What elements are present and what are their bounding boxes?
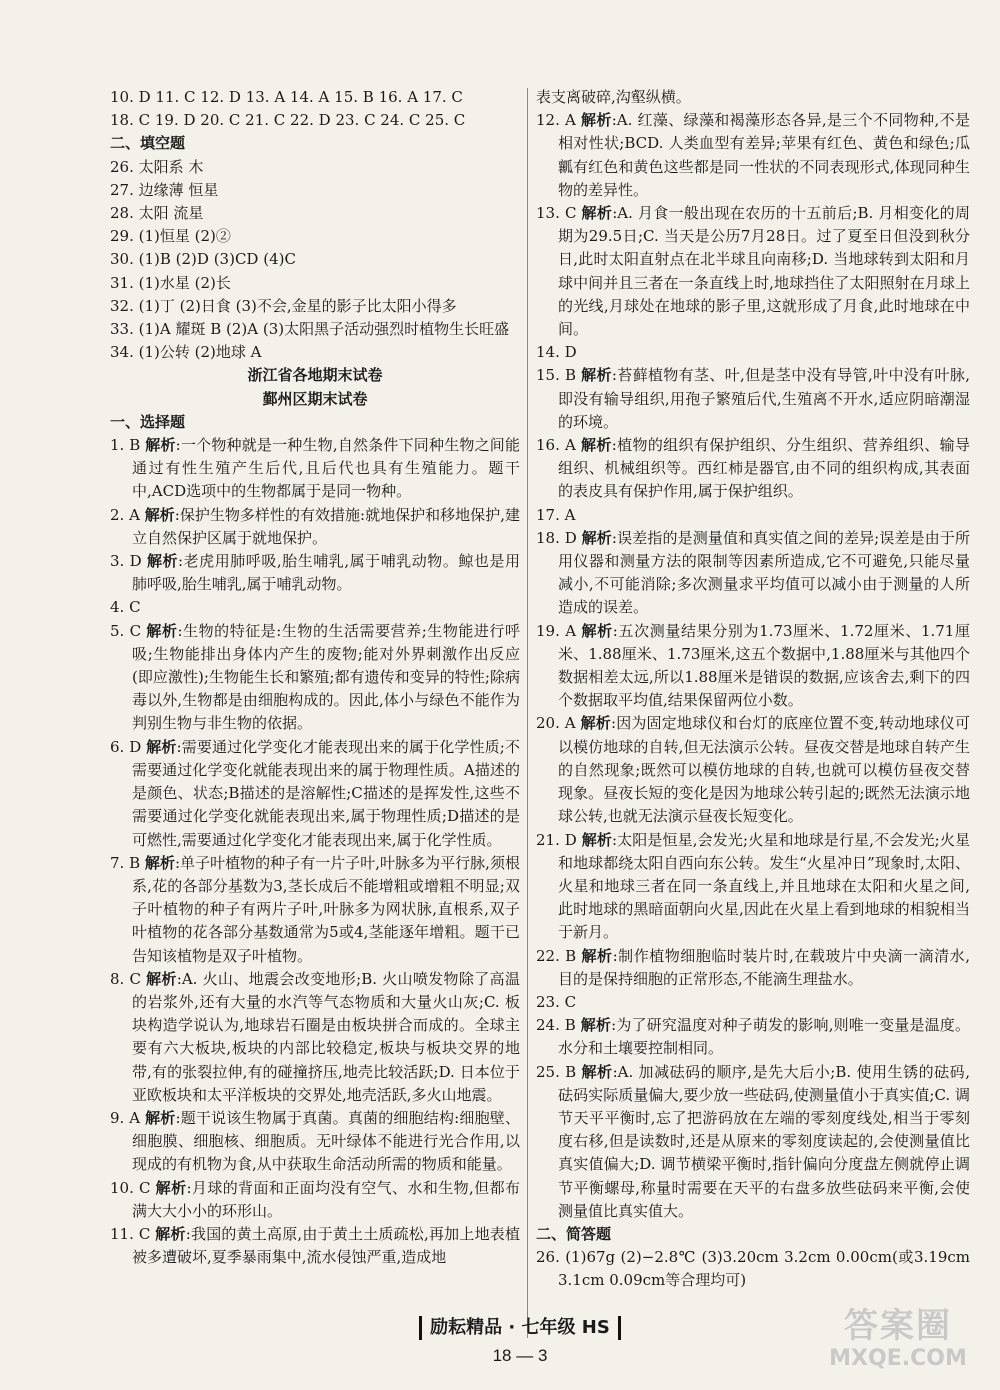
answer-line: 28. 太阳 流星: [110, 204, 204, 223]
answer-number: 7. B: [110, 853, 141, 872]
analysis-tag: 解析: [146, 621, 178, 640]
answer-line: 10. D 11. C 12. D 13. A 14. A 15. B 16. A 17. C: [110, 88, 463, 106]
analysis-tag: 解析: [581, 366, 612, 385]
analysis-tag: 解析: [146, 969, 177, 988]
analysis-tag: 解析: [581, 528, 612, 547]
answer-number: 20. A: [536, 714, 576, 733]
analysis-tag: 解析: [145, 1108, 176, 1127]
answer-item: 25. B 解析:A. 加减砝码的顺序,是先大后小;B. 使用生锈的砝码,砝码实际质量偏大,要少放一些砝码,使测量值小于真实值;C. 调节天平平衡时,忘了把游码放在左端的零刻度线处,相当于零刻度右移,但是读数时,还是从原来的零刻度读起的,会使测量值比真实值偏大;D. 调节横梁平衡时,指针偏向分度盘左侧就停止调节平衡螺母,称量时需要在天平的右盘多放些砝码来平衡,会使测量值比真实值大。: [536, 1062, 970, 1220]
answer-number: 12. A: [536, 111, 576, 130]
analysis-text: 题干说该生物属于真菌。真菌的细胞结构:细胞壁、细胞膜、细胞核、细胞质。无叶绿体不能进行光合作用,以现成的有机物为食,从中获取生命活动所需的物质和能量。: [132, 1108, 520, 1174]
answer-item: 12. A 解析:A. 红藻、绿藻和褐藻形态各异,是三个不同物种,不是相对性状;BCD. 人类血型有差异;苹果有红色、黄色和绿色;瓜瓤有红色和黄色这些都是同一性状的不同表现形式,体现同种生物的差异性。: [536, 111, 970, 199]
answer-line: 18. C 19. D 20. C 21. C 22. D 23. C 24. C 25. C: [110, 111, 466, 130]
answer-item: 7. B 解析:单子叶植物的种子有一片子叶,叶脉多为平行脉,须根系,花的各部分基数为3,茎长成后不能增粗或增粗不明显;双子叶植物的种子有两片子叶,叶脉多为网状脉,直根系,双子叶植物的花各部分基数通常为5或4,茎能逐年增粗。题干已告知该植物是双子叶植物。: [110, 853, 520, 965]
answer-line: 27. 边缘薄 恒星: [110, 180, 219, 199]
answer-item: 24. B 解析:为了研究温度对种子萌发的影响,则唯一变量是温度。水分和土壤要控制相同。: [536, 1016, 970, 1058]
answer-number: 2. A: [110, 505, 140, 524]
section-heading: 二、填空题: [110, 134, 186, 153]
analysis-tag: 解析: [144, 505, 175, 524]
analysis-tag: 解析: [580, 714, 611, 733]
analysis-text: 植物的组织有保护组织、分生组织、营养组织、输导组织、机械组织等。西红柿是器官,由不同的组织构成,其表面的表皮具有保护作用,属于保护组织。: [558, 436, 970, 501]
answer-line: 23. C: [536, 992, 577, 1011]
analysis-tag: 解析: [581, 946, 613, 965]
answer-number: 11. C: [110, 1224, 151, 1243]
column-divider: [527, 88, 528, 1338]
answer-item: 11. C 解析:我国的黄土高原,由于黄土土质疏松,再加上地表植被多遭破坏,夏季暴雨集中,流水侵蚀严重,造成地: [110, 1224, 520, 1267]
answer-item: 1. B 解析:一个物种就是一种生物,自然条件下同种生物之间能通过有性生殖产生后代,且后代也具有生殖能力。题干中,ACD选项中的生物都属于是同一物种。: [110, 436, 520, 501]
analysis-text: 生物的特征是:生物的生活需要营养;生物能进行呼吸;生物能排出身体内产生的废物;能对外界刺激作出反应(即应激性);生物能生长和繁殖;都有遗传和变异的特性;除病毒以外,生物都是由细胞构成的。因此,体小与绿色不能作为判别生物与非生物的依据。: [132, 621, 520, 733]
answer-line: 30. (1)B (2)D (3)CD (4)C: [110, 250, 296, 269]
answer-number: 3. D: [110, 552, 142, 571]
answer-line: 32. (1)丁 (2)日食 (3)不会,金星的影子比太阳小得多: [110, 296, 457, 315]
analysis-tag: 解析: [580, 111, 612, 130]
right-column: [536, 86, 970, 1293]
answer-item: 22. B 解析:制作植物细胞临时装片时,在载玻片中央滴一滴清水,目的是保持细胞的正常形态,不能滴生理盐水。: [536, 946, 970, 988]
answer-number: 16. A: [536, 436, 576, 455]
answer-item: 18. D 解析:误差指的是测量值和真实值之间的差异;误差是由于所用仪器和测量方法的限制等因素所造成,它不可避免,只能尽量减小,不可能消除;多次测量求平均值可以减小由于测量的人所造成的误差。: [536, 528, 970, 617]
analysis-text: 月球的背面和正面均没有空气、水和生物,但都布满大大小小的环形山。: [132, 1178, 520, 1220]
answer-line: 26. (1)67g (2)−2.8℃ (3)3.20cm 3.2cm 0.00cm(或3.19cm 3.1cm 0.09cm等合理均可): [536, 1248, 970, 1290]
exam-title: 鄞州区期末试卷: [262, 389, 368, 408]
analysis-tag: 解析: [146, 552, 179, 571]
answer-item: 19. A 解析:五次测量结果分别为1.73厘米、1.72厘米、1.71厘米、1.88厘米、1.73厘米,这五个数据中,1.88厘米与其他四个数据相差太远,所以1.88厘米是错误的数据,应该舍去,剩下的四个数据取平均值,结果保留两位小数。: [536, 621, 970, 710]
analysis-text: 一个物种就是一种生物,自然条件下同种生物之间能通过有性生殖产生后代,且后代也具有生殖能力。题干中,ACD选项中的生物都属于是同一物种。: [132, 436, 520, 501]
answer-line: 34. (1)公转 (2)地球 A: [110, 343, 262, 362]
analysis-tag: 解析: [146, 737, 177, 756]
analysis-text: 太阳是恒星,会发光;火星和地球是行星,不会发光;火星和地球都绕太阳自西向东公转。发生“火星冲日”现象时,太阳、火星和地球三者在同一条直线上,并且地球在太阳和火星之间,此时地球的黑暗面朝向火星,因此在火星上看到地球的相貌相当于新月。: [558, 830, 970, 942]
answer-number: 22. B: [536, 946, 577, 965]
section-heading: 二、简答题: [536, 1224, 612, 1243]
analysis-tag: 解析: [581, 830, 612, 849]
analysis-tag: 解析: [155, 1178, 187, 1197]
answer-line: 4. C: [110, 598, 141, 617]
answer-number: 10. C: [110, 1178, 151, 1197]
answer-line: 14. D: [536, 343, 577, 362]
answer-item: 10. C 解析:月球的背面和正面均没有空气、水和生物,但都布满大大小小的环形山。: [110, 1178, 520, 1220]
answer-number: 13. C: [536, 204, 577, 223]
analysis-text: 单子叶植物的种子有一片子叶,叶脉多为平行脉,须根系,花的各部分基数为3,茎长成后不能增粗或增粗不明显;双子叶植物的种子有两片子叶,叶脉多为网状脉,直根系,双子叶植物的花各部分基数通常为5或4,茎能逐年增粗。题干已告知该植物是双子叶植物。: [132, 853, 520, 965]
analysis-text: 苔藓植物有茎、叶,但是茎中没有导管,叶中没有叶脉,即没有输导组织,用孢子繁殖后代,生殖离不开水,适应阴暗潮湿的环境。: [558, 366, 970, 431]
answer-line: 表支离破碎,沟壑纵横。: [536, 88, 691, 106]
answer-number: 21. D: [536, 830, 577, 849]
watermark-logo: [818, 1306, 978, 1376]
analysis-text: 因为固定地球仪和台灯的底座位置不变,转动地球仪可以模仿地球的自转,但无法演示公转。昼夜交替是地球自转产生的自然现象;既然可以模仿地球的自转,也就可以模仿昼夜交替现象。昼夜长短的变化是因为地球公转引起的;既然无法演示地球公转,也就无法演示昼夜长短变化。: [558, 714, 970, 826]
analysis-text: A. 加减砝码的顺序,是先大后小;B. 使用生锈的砝码,砝码实际质量偏大,要少放一些砝码,使测量值小于真实值;C. 调节天平平衡时,忘了把游码放在左端的零刻度线处,相当于零刻度右移,但是读数时,还是从原来的零刻度读起的,会使测量值比真实值偏大;D. 调节横梁平衡时,指针偏向分度盘左侧就停止调节平衡螺母,称量时需要在天平的右盘多放些砝码来平衡,会使测量值比真实值大。: [558, 1062, 970, 1220]
answer-number: 1. B: [110, 436, 141, 455]
analysis-tag: 解析: [580, 436, 612, 455]
analysis-text: 五次测量结果分别为1.73厘米、1.72厘米、1.71厘米、1.88厘米、1.73厘米,这五个数据中,1.88厘米与其他四个数据相差太远,所以1.88厘米是错误的数据,应该舍去,剩下的四个数据取平均值,结果保留两位小数。: [558, 621, 970, 710]
watermark-url: MXQE.COM: [829, 1346, 967, 1371]
answer-number: 24. B: [536, 1016, 576, 1035]
answer-line: 31. (1)水星 (2)长: [110, 273, 231, 292]
answer-item: 13. C 解析:A. 月食一般出现在农历的十五前后;B. 月相变化的周期为29.5日;C. 当天是公历7月28日。过了夏至日但没到秋分日,此时太阳直射点在北半球且向南移;D. 当地球转到太阳和月球中间并且三者在一条直线上时,地球挡住了太阳照射在月球上的光线,月球处在地球的影子里,这就形成了月食,此时地球在中间。: [536, 204, 970, 339]
answer-number: 25. B: [536, 1062, 577, 1081]
answer-line: 29. (1)恒星 (2)②: [110, 227, 231, 246]
analysis-tag: 解析: [581, 204, 613, 223]
analysis-text: 为了研究温度对种子萌发的影响,则唯一变量是温度。水分和土壤要控制相同。: [558, 1016, 970, 1058]
exam-title: 浙江省各地期末试卷: [247, 366, 383, 385]
analysis-tag: 解析: [145, 436, 176, 455]
answer-number: 8. C: [110, 969, 141, 988]
answer-item: 21. D 解析:太阳是恒星,会发光;火星和地球是行星,不会发光;火星和地球都绕太阳自西向东公转。发生“火星冲日”现象时,太阳、火星和地球三者在同一条直线上,并且地球在太阳和火星之间,此时地球的黑暗面朝向火星,因此在火星上看到地球的相貌相当于新月。: [536, 830, 970, 942]
analysis-text: 保护生物多样性的有效措施:就地保护和移地保护,建立自然保护区属于就地保护。: [132, 505, 520, 547]
answer-item: 9. A 解析:题干说该生物属于真菌。真菌的细胞结构:细胞壁、细胞膜、细胞核、细胞质。无叶绿体不能进行光合作用,以现成的有机物为食,从中获取生命活动所需的物质和能量。: [110, 1108, 520, 1174]
answer-number: 18. D: [536, 528, 577, 547]
analysis-tag: 解析: [581, 621, 613, 640]
analysis-tag: 解析: [144, 853, 175, 872]
answer-item: 20. A 解析:因为固定地球仪和台灯的底座位置不变,转动地球仪可以模仿地球的自转,但无法演示公转。昼夜交替是地球自转产生的自然现象;既然可以模仿地球的自转,也就可以模仿昼夜交替现象。昼夜长短的变化是因为地球公转引起的;既然无法演示地球公转,也就无法演示昼夜长短变化。: [536, 714, 970, 826]
answer-line: 17. A: [536, 505, 576, 524]
answer-item: 2. A 解析:保护生物多样性的有效措施:就地保护和移地保护,建立自然保护区属于就地保护。: [110, 505, 520, 547]
answer-item: 8. C 解析:A. 火山、地震会改变地形;B. 火山喷发物除了高温的岩浆外,还有大量的水汽等气态物质和大量火山灰;C. 板块构造学说认为,地球岩石圈是由板块拼合而成的。全球主要有六大板块,板块的内部比较稳定,板块与板块交界的地带,有的张裂拉伸,有的碰撞挤压,地壳比较活跃;D. 日本位于亚欧板块和太平洋板块的交界处,地壳活跃,多火山地震。: [110, 969, 520, 1104]
analysis-text: 我国的黄土高原,由于黄土土质疏松,再加上地表植被多遭破坏,夏季暴雨集中,流水侵蚀严重,造成地: [132, 1224, 520, 1267]
analysis-text: A. 月食一般出现在农历的十五前后;B. 月相变化的周期为29.5日;C. 当天是公历7月28日。过了夏至日但没到秋分日,此时太阳直射点在北半球且向南移;D. 当地球转到太阳和月球中间并且三者在一条直线上时,地球挡住了太阳照射在月球上的光线,月球处在地球的影子里,这就形成了月食,此时地球在中间。: [558, 204, 970, 339]
answer-line: 26. 太阳系 木: [110, 157, 204, 176]
analysis-tag: 解析: [580, 1016, 612, 1035]
answer-number: 15. B: [536, 366, 576, 385]
analysis-text: 需要通过化学变化才能表现出来的属于化学性质;不需要通过化学变化就能表现出来的属于物理性质。A描述的是颜色、状态;B描述的是溶解性;C描述的是挥发性,这些不需要通过化学变化就能表现出来,属于物理性质;D描述的是可燃性,需要通过化学变化才能表现出来,属于化学性质。: [132, 737, 520, 849]
watermark-text: 答案圈: [844, 1306, 952, 1346]
answer-item: 16. A 解析:植物的组织有保护组织、分生组织、营养组织、输导组织、机械组织等。西红柿是器官,由不同的组织构成,其表面的表皮具有保护作用,属于保护组织。: [536, 436, 970, 501]
answer-number: 9. A: [110, 1108, 141, 1127]
answer-item: 15. B 解析:苔藓植物有茎、叶,但是茎中没有导管,叶中没有叶脉,即没有输导组织,用孢子繁殖后代,生殖离不开水,适应阴暗潮湿的环境。: [536, 366, 970, 431]
left-column: [110, 86, 520, 1269]
answer-item: 6. D 解析:需要通过化学变化才能表现出来的属于化学性质;不需要通过化学变化就能表现出来的属于物理性质。A描述的是颜色、状态;B描述的是溶解性;C描述的是挥发性,这些不需要通过化学变化就能表现出来,属于物理性质;D描述的是可燃性,需要通过化学变化才能表现出来,属于化学性质。: [110, 737, 520, 849]
section-heading: 一、选择题: [110, 412, 186, 431]
page-footer: [400, 1316, 640, 1388]
answer-item: 5. C 解析:生物的特征是:生物的生活需要营养;生物能进行呼吸;生物能排出身体内产生的废物;能对外界刺激作出反应(即应激性);生物能生长和繁殖;都有遗传和变异的特性;除病毒以外,生物都是由细胞构成的。因此,体小与绿色不能作为判别生物与非生物的依据。: [110, 621, 520, 733]
answer-line: 33. (1)A 耀斑 B (2)A (3)太阳黑子活动强烈时植物生长旺盛: [110, 320, 510, 339]
brand-label: 励耘精品 · 七年级 HS: [419, 1316, 621, 1340]
answer-number: 19. A: [536, 621, 577, 640]
analysis-text: A. 火山、地震会改变地形;B. 火山喷发物除了高温的岩浆外,还有大量的水汽等气态物质和大量火山灰;C. 板块构造学说认为,地球岩石圈是由板块拼合而成的。全球主要有六大板块,板块的内部比较稳定,板块与板块交界的地带,有的张裂拉伸,有的碰撞挤压,地壳比较活跃;D. 日本位于亚欧板块和太平洋板块的交界处,地壳活跃,多火山地震。: [132, 969, 520, 1104]
analysis-text: 老虎用肺呼吸,胎生哺乳,属于哺乳动物。鲸也是用肺呼吸,胎生哺乳,属于哺乳动物。: [132, 552, 520, 594]
page-number: 18 — 3: [492, 1346, 548, 1365]
analysis-tag: 解析: [581, 1062, 613, 1081]
analysis-text: 制作植物细胞临时装片时,在载玻片中央滴一滴清水,目的是保持细胞的正常形态,不能滴生理盐水。: [558, 946, 970, 988]
analysis-text: A. 红藻、绿藻和褐藻形态各异,是三个不同物种,不是相对性状;BCD. 人类血型有差异;苹果有红色、黄色和绿色;瓜瓤有红色和黄色这些都是同一性状的不同表现形式,体现同种生物的差异性。: [558, 111, 970, 199]
answer-number: 5. C: [110, 621, 142, 640]
answer-number: 6. D: [110, 737, 142, 756]
analysis-tag: 解析: [155, 1224, 186, 1243]
analysis-text: 误差指的是测量值和真实值之间的差异;误差是由于所用仪器和测量方法的限制等因素所造成,它不可避免,只能尽量减小,不可能消除;多次测量求平均值可以减小由于测量的人所造成的误差。: [558, 528, 970, 617]
answer-item: 3. D 解析:老虎用肺呼吸,胎生哺乳,属于哺乳动物。鲸也是用肺呼吸,胎生哺乳,属于哺乳动物。: [110, 552, 520, 594]
